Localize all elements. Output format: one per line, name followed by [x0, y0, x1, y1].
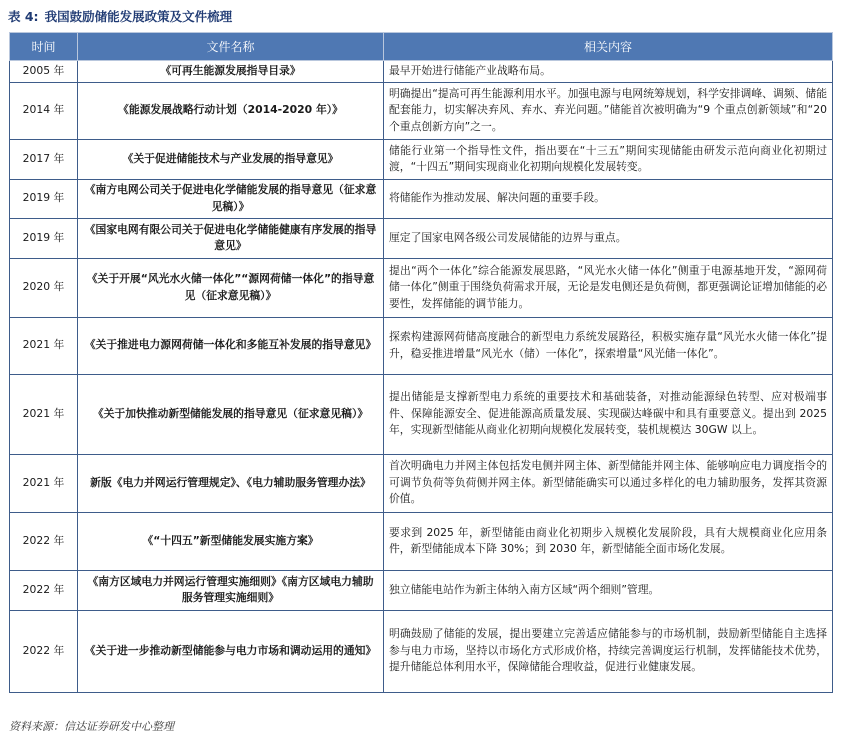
table-row	[10, 139, 833, 179]
row-document: 《南方电网公司关于促进电化学储能发展的指导意见（征求意见稿）》	[78, 179, 384, 218]
source-note: 资料来源：信达证券研发中心整理	[9, 720, 174, 733]
table-row	[10, 570, 833, 610]
policy-table	[9, 32, 833, 693]
row-year: 2014 年	[10, 82, 78, 139]
row-year: 2019 年	[10, 218, 78, 258]
table-number: 表 4:	[8, 9, 39, 24]
header-time: 时间	[10, 33, 78, 61]
row-content: 明确提出“提高可再生能源利用水平。加强电源与电网统筹规划，科学安排调峰、调频、储能配套能力，切实解决弃风、弃水、弃光问题。”储能首次被明确为“9 个重点创新领域”和“20 个重点创新方向”之一。	[384, 82, 833, 139]
row-content: 独立储能电站作为新主体纳入南方区域“两个细则”管理。	[384, 570, 833, 610]
table-row	[10, 179, 833, 218]
table-row	[10, 512, 833, 570]
row-content: 要求到 2025 年，新型储能由商业化初期步入规模化发展阶段，具有大规模商业化应用条件，新型储能成本下降 30%；到 2030 年，新型储能全面市场化发展。	[384, 512, 833, 570]
row-content: 明确鼓励了储能的发展，提出要建立完善适应储能参与的市场机制，鼓励新型储能自主选择参与电力市场，坚持以市场化方式形成价格，持续完善调度运行机制，发挥储能技术优势，提升储能总体利用水平，保障储能合理收益，促进行业健康发展。	[384, 610, 833, 692]
row-document: 《“十四五”新型储能发展实施方案》	[78, 512, 384, 570]
row-document: 《关于进一步推动新型储能参与电力市场和调动运用的通知》	[78, 610, 384, 692]
row-content: 最早开始进行储能产业战略布局。	[384, 61, 833, 83]
table-header-row	[10, 33, 833, 61]
row-year: 2017 年	[10, 139, 78, 179]
row-document: 《可再生能源发展指导目录》	[78, 61, 384, 83]
table-caption	[8, 7, 232, 25]
row-year: 2021 年	[10, 374, 78, 454]
row-document: 《关于推进电力源网荷储一体化和多能互补发展的指导意见》	[78, 317, 384, 374]
row-content: 首次明确电力并网主体包括发电侧并网主体、新型储能并网主体、能够响应电力调度指令的可调节负荷等负荷侧并网主体。新型储能确实可以通过多样化的电力辅助服务，发挥其资源价值。	[384, 454, 833, 512]
row-content: 储能行业第一个指导性文件，指出要在“十三五”期间实现储能由研发示范向商业化初期过渡，“十四五”期间实现商业化初期向规模化发展转变。	[384, 139, 833, 179]
row-document: 《能源发展战略行动计划（2014-2020 年）》	[78, 82, 384, 139]
header-content: 相关内容	[384, 33, 833, 61]
table-title: 我国鼓励储能发展政策及文件梳理	[44, 9, 233, 24]
row-year: 2005 年	[10, 61, 78, 83]
row-content: 将储能作为推动发展、解决问题的重要手段。	[384, 179, 833, 218]
row-content: 提出“两个一体化”综合能源发展思路，“风光水火储一体化”侧重于电源基地开发，“源网荷储一体化”侧重于围绕负荷需求开展，无论是发电侧还是负荷侧，都更强调论证增加储能的必要性，发挥储能的调节能力。	[384, 258, 833, 317]
header-document: 文件名称	[78, 33, 384, 61]
row-document: 《关于开展“风光水火储一体化”“源网荷储一体化”的指导意见（征求意见稿）》	[78, 258, 384, 317]
table-row	[10, 317, 833, 374]
row-content: 厘定了国家电网各级公司发展储能的边界与重点。	[384, 218, 833, 258]
row-document: 新版《电力并网运行管理规定》、《电力辅助服务管理办法》	[78, 454, 384, 512]
row-year: 2021 年	[10, 317, 78, 374]
table-row	[10, 454, 833, 512]
row-year: 2019 年	[10, 179, 78, 218]
row-document: 《国家电网有限公司关于促进电化学储能健康有序发展的指导意见》	[78, 218, 384, 258]
row-document: 《关于促进储能技术与产业发展的指导意见》	[78, 139, 384, 179]
row-year: 2022 年	[10, 512, 78, 570]
row-content: 探索构建源网荷储高度融合的新型电力系统发展路径，积极实施存量“风光水火储一体化”提升，稳妥推进增量“风光水（储）一体化”，探索增量“风光储一体化”。	[384, 317, 833, 374]
row-year: 2022 年	[10, 610, 78, 692]
row-content: 提出储能是支撑新型电力系统的重要技术和基础装备，对推动能源绿色转型、应对极端事件、保障能源安全、促进能源高质量发展、实现碳达峰碳中和具有重要意义。提出到 2025 年，实现新型储能从商业化初期向规模化发展转变，装机规模达 30GW 以上。	[384, 374, 833, 454]
row-document: 《南方区域电力并网运行管理实施细则》《南方区域电力辅助服务管理实施细则》	[78, 570, 384, 610]
table-row	[10, 610, 833, 692]
row-year: 2020 年	[10, 258, 78, 317]
table-row	[10, 374, 833, 454]
table-row	[10, 61, 833, 83]
row-year: 2022 年	[10, 570, 78, 610]
table-row	[10, 82, 833, 139]
table-row	[10, 218, 833, 258]
row-document: 《关于加快推动新型储能发展的指导意见（征求意见稿）》	[78, 374, 384, 454]
row-year: 2021 年	[10, 454, 78, 512]
table-row	[10, 258, 833, 317]
